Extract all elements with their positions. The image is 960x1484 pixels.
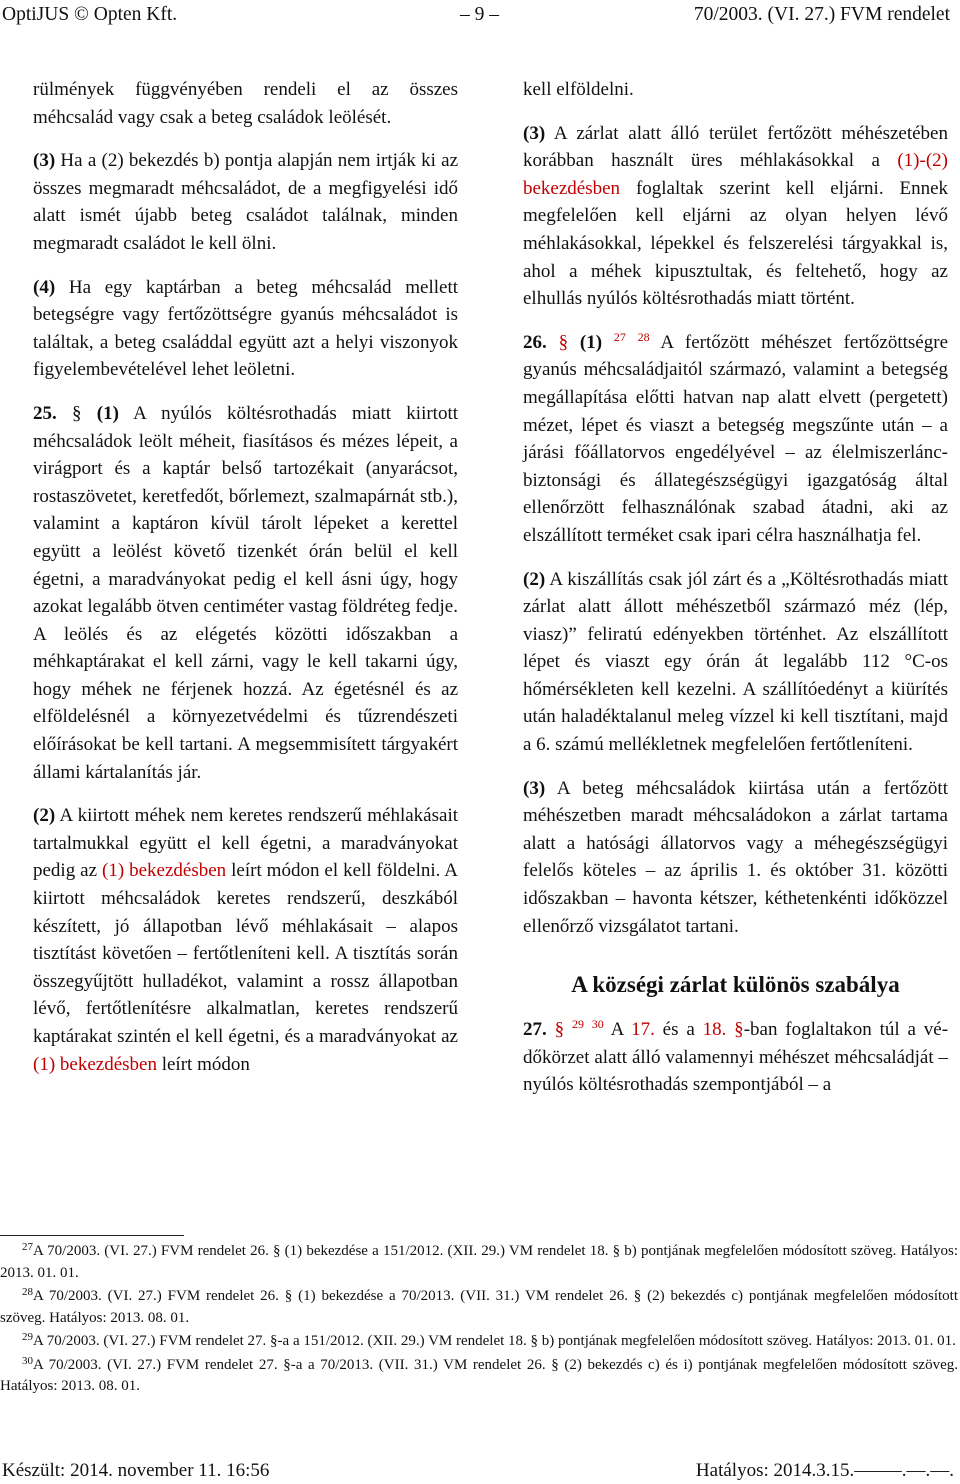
paragraph: [33, 76, 458, 131]
footnote-text: A 70/2003. (VI. 27.) FVM rendelet 27. §-a a 70/2013. (VII. 31.) VM rendelet 26. § (2) bekezdés c) és i) pontjának megfelelően módosított szöveg. Hatályos: 2013. 08. 01.: [0, 1356, 958, 1394]
paragraph-text: A: [603, 1019, 632, 1041]
cross-reference-link[interactable]: (1) bekezdésben: [33, 1053, 157, 1075]
paragraph-text: Ha a (2) bekezdés b) pontja alapján nem irtják ki az összes megmaradt méhcsaládot, de a megfigyelési idő alatt ismét újabb beteg családot találnak, minden megmaradt családot le kell ölni.: [33, 150, 458, 254]
header-left: OptiJUS © Opten Kft.: [2, 4, 178, 25]
footer-effective: Hatályos: 2014.3.15.–––––.––.––.: [695, 1460, 954, 1481]
paragraph-number: (2): [523, 568, 546, 590]
paragraph-text: és a: [654, 1019, 703, 1041]
cross-reference-link[interactable]: 17.: [631, 1019, 655, 1041]
footnote-number: 30: [22, 1354, 33, 1367]
footnote: [0, 1286, 958, 1329]
paragraph: [523, 566, 948, 759]
paragraph-text: Ha egy kaptárban a beteg méhcsalád mellett betegségre vagy fertőzöttségre gyanús méhcsaládot is találtak, a beteg családdal együtt azt a helyi viszonyok figyelembevételével lehet leöletni.: [33, 276, 458, 381]
paragraph-text: A fertőzött méhészet fertőzöttségre gyanús méhcsaládjaitól származó, valamint a betegség megállapítása előtti hatvan nap alatt elvett (pergetett) mézet, lépet és viaszt a betegség megszűnte után – a járási főállatorvos engedélyével – az élelmiszerlánc-biztonsági és állategészségügyi igazgatóság által ellenőrzött felhasználónak szabad átadni, aki az elszállított terméket csak ipari célra használhatja fel.: [523, 331, 949, 546]
header-right: 70/2003. (VI. 27.) FVM rendelet: [693, 4, 950, 25]
paragraph-text: kell elföldelni.: [523, 79, 634, 100]
paragraph-number: (3): [523, 777, 546, 799]
section-sign: §: [72, 402, 82, 424]
paragraph: [523, 775, 948, 941]
paragraph-text: A zárlat alatt álló terület fertőzött méhészetében korábban használt üres méhlakásokkal a: [523, 122, 948, 172]
paragraph: [33, 802, 458, 1078]
paragraph-text: foglaltak szerint kell eljárni. Ennek megfelelően kell eljárni az olyan helyen lévő méhlakásokkal, lépekkel és felszerelési tárgyakkal is, ahol a méhek kipusztultak, és feltehető, hogy az elhullás nyúlós költésrothadás miatt történt.: [523, 177, 948, 310]
footnote-ref[interactable]: 30: [591, 1017, 604, 1032]
paragraph-text: rülmények függvényében rendeli el az összes méhcsalád vagy csak a beteg családok leölését.: [33, 79, 458, 128]
section-25: [33, 400, 458, 786]
left-column: [33, 76, 458, 1078]
footnote-number: 28: [22, 1286, 33, 1298]
footnote-ref[interactable]: 27: [613, 329, 626, 344]
paragraph-text: A nyúlós költésrothadás miatt kiirtott méhcsaládok leölt méheit, fiasításos és mézes lépeit, a virágport és a kaptár belső tartozékait (anyarácsot, rostaszövetet, keretfedőt, bőrlemezt, szalmapárnát stb.), valamint a kaptáron kívül tárolt lépeket a kerettel együtt a leölést követő tizenkét órán belül el kell égetni, a maradványokat pedig el kell ásni úgy, hogy azokat legalább ötven centiméter vastag földréteg fedje. A leölés és az elégetés közötti időszakban a méhkaptárakat el kell zárni, vagy le kell takarni úgy, hogy méhek ne férjenek hozzá. Az égetésnél és az elföldelésnél a környezetvédelmi és tűzrendészeti előírásokat be kell tartani. A megsemmisített tárgyakért állami kártalanítás jár.: [33, 402, 459, 783]
paragraph: [33, 147, 458, 257]
section-26: [523, 329, 948, 550]
paragraph-text: leírt módon: [156, 1053, 250, 1075]
section-sign-link[interactable]: §: [554, 1019, 565, 1041]
footnote-ref[interactable]: 29: [571, 1017, 584, 1032]
page-number: – 9 –: [460, 4, 499, 25]
paragraph-number: (1): [96, 402, 119, 424]
footnote-divider: [0, 1235, 184, 1236]
paragraph-text: leírt módon el kell földelni. A kiirtott méhcsaládok keretes rendszerű, deszkából készített, jó állapotban lévő méhlakásait – alapos tisztítást követően – fertőtleníteni kell. A tisztítás során összegyűjtött hulladékot, valamint a rossz állapotban lévő, fertőtlenítésre alkalmatlan, keretes rendszerű kaptárakat szintén el kell égetni, és a maradványokat az: [33, 860, 458, 1047]
paragraph: [523, 76, 948, 104]
paragraph-text: A kiirtott méhek nem keretes rendszerű méhlakásait tartalmukkal együtt el kell égetni, a maradványokat pedig az: [33, 805, 458, 882]
section-heading: A községi zárlat különös szabálya: [571, 972, 900, 998]
section-27: [523, 1016, 948, 1099]
paragraph-number: (3): [523, 122, 546, 144]
footnote: [0, 1331, 958, 1353]
right-column: [523, 76, 948, 1099]
footnote-number: 29: [22, 1331, 33, 1343]
section-sign-link[interactable]: §: [558, 331, 569, 353]
footnotes: [0, 1241, 958, 1400]
section-number: 25.: [33, 402, 57, 424]
paragraph-text: -ban foglaltakon túl a védőkörzet alatt álló valamennyi méhészet méhcsaládját – nyúlós költésrothadás szempontjából – a: [523, 1019, 949, 1096]
footnote-number: 27: [22, 1241, 33, 1253]
paragraph: [523, 120, 948, 313]
paragraph-text: A kiszállítás csak jól zárt és a „Költésrothadás miatt zárlat alatt állott méhészetből származó méz (lép, viasz)” feliratú edényekben történhet. Az elszállított lépet és viaszt egy órán át legalább 112 °C-os hőmérsékleten kell kezelni. A szállítóedényt a kiürítés után haladéktalanul meleg vízzel ki kell tisztítani, majd a 6. számú mellékletnek megfelelően fertőtleníteni.: [523, 568, 948, 756]
footer-created: Készült: 2014. november 11. 16:56: [2, 1460, 270, 1481]
paragraph-number: (2): [33, 805, 56, 827]
footnote: [0, 1241, 958, 1284]
footnote-ref[interactable]: 28: [637, 329, 650, 344]
paragraph-number: (3): [33, 150, 56, 172]
paragraph: [33, 274, 458, 384]
section-number: 26.: [523, 331, 547, 353]
footnote-text: A 70/2003. (VI. 27.) FVM rendelet 27. §-a a 151/2012. (XII. 29.) VM rendelet 18. § b) pontjának megfelelően módosított szöveg. Hatályos: 2013. 01. 01.: [33, 1333, 956, 1349]
paragraph-number: (4): [33, 276, 56, 298]
paragraph-text: A beteg méhcsaládok kiirtása után a fertőzött méhészetben maradt méhcsaládokon a zárlat tartama alatt a hatósági állatorvos vagy a méhegészségügyi felelős köteles – az április 1. és október 31. közötti időszakban – havonta kétszer, kéthetenkénti időközzel ellenőrző vizsgálatot tartani.: [523, 777, 948, 937]
footnote-text: A 70/2003. (VI. 27.) FVM rendelet 26. § (1) bekezdése a 70/2013. (VII. 31.) VM rendelet 26. § (2) bekezdés c) pontjának megfelelően módosított szöveg. Hatályos: 2013. 08. 01.: [0, 1288, 958, 1326]
section-number: 27.: [523, 1019, 547, 1041]
cross-reference-link[interactable]: 18.: [702, 1019, 727, 1041]
cross-reference-link[interactable]: §: [726, 1019, 744, 1041]
cross-reference-link[interactable]: (1) bekezdésben: [102, 860, 227, 882]
footnote: [0, 1355, 958, 1398]
cross-reference-link[interactable]: (1)-(2) bekezdésben: [523, 150, 948, 199]
footnote-text: A 70/2003. (VI. 27.) FVM rendelet 26. § (1) bekezdése a 151/2012. (XII. 29.) VM rendelet 18. § b) pontjának megfelelően módosított szöveg. Hatályos: 2013. 01. 01.: [0, 1243, 958, 1281]
paragraph-number: (1): [579, 331, 603, 353]
